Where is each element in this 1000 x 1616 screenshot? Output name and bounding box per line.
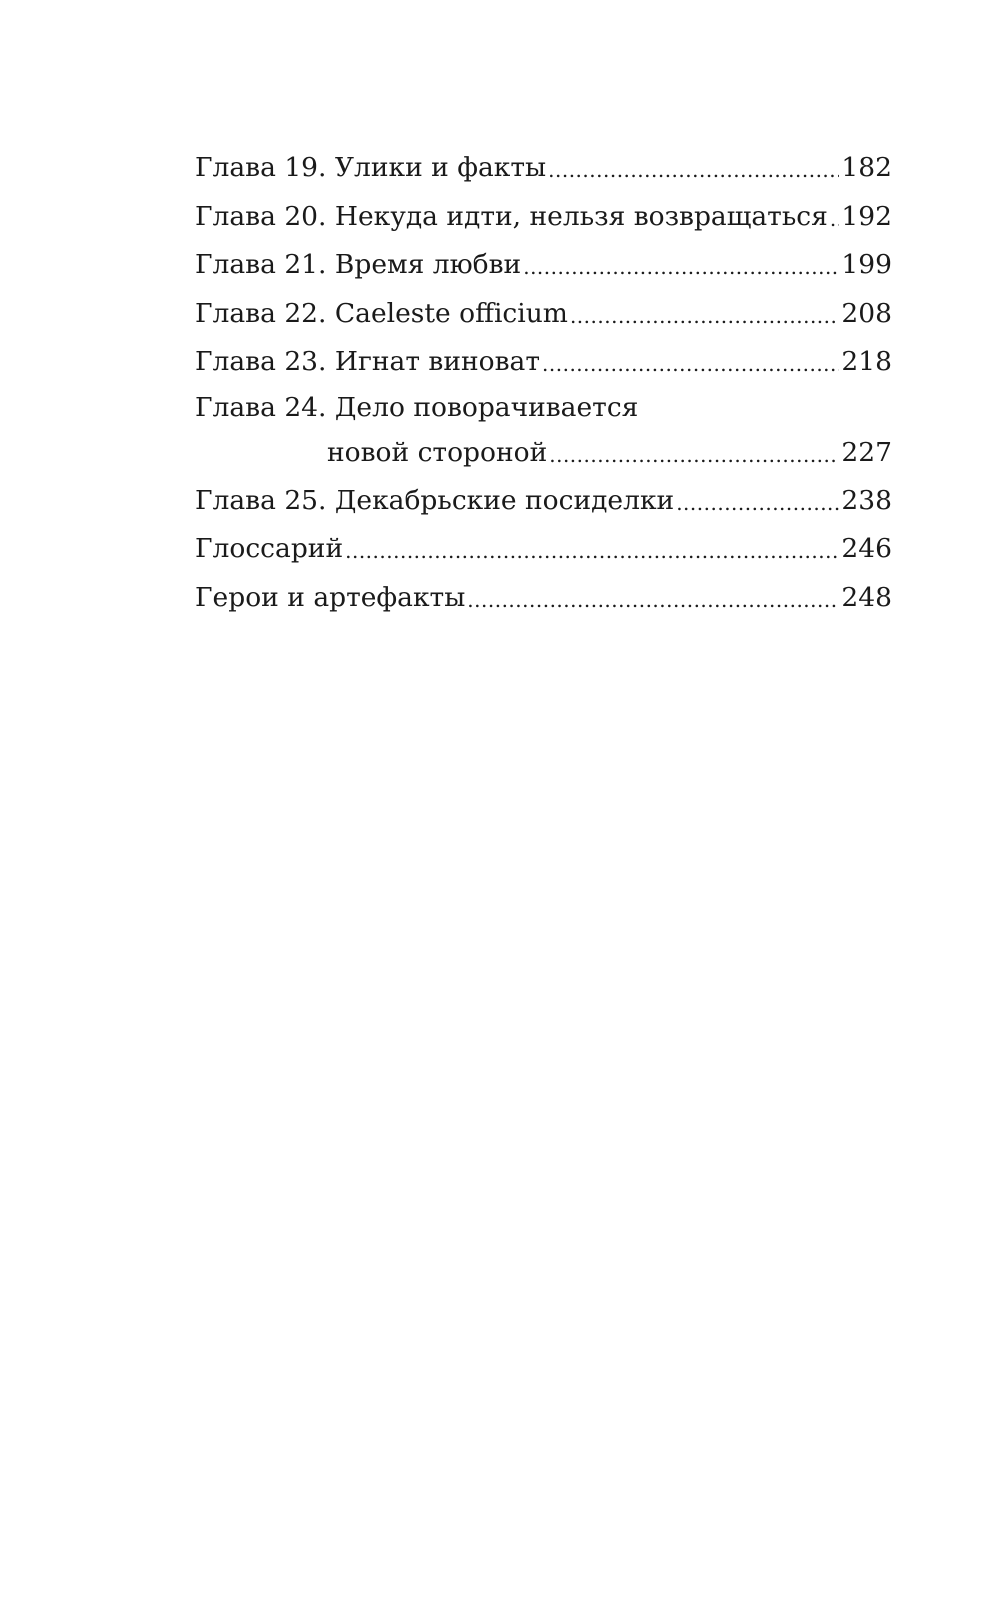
toc-entry[interactable] (195, 144, 892, 193)
toc-entry-title: Глава 23. Игнат виноват (195, 346, 541, 377)
dot-leader (542, 340, 839, 389)
toc-entry-title: Глава 19. Улики и факты (195, 152, 547, 183)
toc-entry-title: Глава 25. Декабрьские посиделки (195, 484, 675, 516)
toc-entry-page: 182 (841, 152, 892, 183)
toc-entry-title: Глава 20. Некуда идти, нельзя возвращаться (195, 200, 828, 232)
toc-entry-title: Глава 24. Дело поворачивается (195, 391, 639, 423)
toc-entry[interactable] (195, 574, 892, 623)
toc-entry[interactable] (195, 477, 892, 526)
toc-entry[interactable] (195, 290, 892, 339)
dot-leader (549, 431, 839, 479)
toc-entry-page: 199 (841, 249, 892, 280)
toc-entry-page: 208 (841, 297, 892, 329)
toc-entry[interactable] (195, 387, 892, 477)
toc-entry[interactable] (195, 193, 892, 242)
toc-entry-page: 192 (841, 200, 892, 232)
toc-entry[interactable] (195, 525, 892, 574)
dot-leader (523, 243, 839, 292)
toc-entry-title-continuation: новой стороной (327, 436, 548, 468)
dot-leader (345, 527, 839, 576)
toc-entry-title: Герои и артефакты (195, 581, 466, 613)
dot-leader (676, 479, 839, 528)
table-of-contents (195, 144, 892, 622)
toc-entry-title: Глава 22. Caeleste officium (195, 297, 568, 329)
toc-entry-title: Глава 21. Время любви (195, 249, 522, 280)
dot-leader (830, 195, 840, 244)
toc-entry[interactable] (195, 241, 892, 290)
toc-entry-title: Глоссарий (195, 533, 344, 564)
dot-leader (467, 576, 839, 625)
toc-entry-page: 248 (841, 581, 892, 613)
toc-entry-page: 227 (841, 436, 892, 468)
toc-entry[interactable] (195, 338, 892, 387)
toc-entry-page: 238 (841, 484, 892, 516)
toc-entry-page: 218 (841, 346, 892, 377)
toc-entry-page: 246 (841, 533, 892, 564)
dot-leader (548, 146, 839, 195)
dot-leader (570, 292, 839, 341)
